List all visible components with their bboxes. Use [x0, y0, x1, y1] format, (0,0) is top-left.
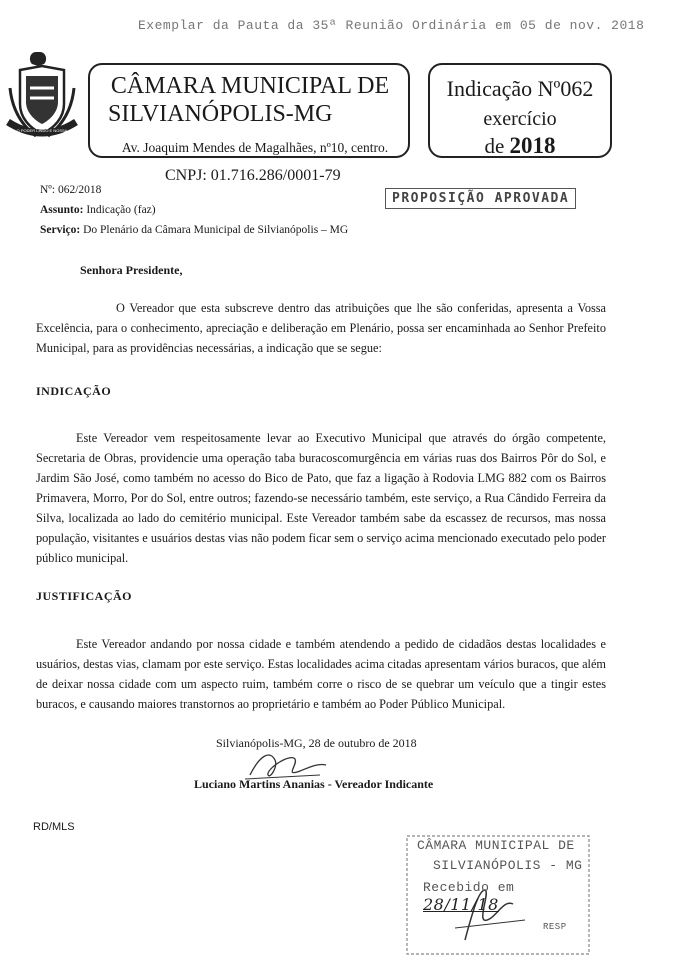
approved-stamp: PROPOSIÇÃO APROVADA [385, 188, 576, 209]
received-date: 28/11/18 [423, 895, 499, 914]
chamber-title-line1: CÂMARA MUNICIPAL DE [110, 73, 390, 99]
crest-motto: O PODER LINDO E NOSSA [16, 128, 68, 133]
indicacao-number: Indicação Nº062 [446, 76, 594, 101]
received-stamp-line3 [423, 880, 595, 914]
indicacao-heading: INDICAÇÃO [36, 384, 112, 398]
exercicio-label: exercício [483, 108, 557, 130]
assunto-line [40, 204, 156, 216]
place-date: Silvianópolis-MG, 28 de outubro de 2018 [216, 736, 417, 750]
assunto-label: Assunto: [40, 204, 84, 216]
received-stamp-line1: CÂMARA MUNICIPAL DE [417, 838, 575, 853]
chamber-address: Av. Joaquim Mendes de Magalhães, nº10, centro. [121, 140, 389, 155]
document-number: Nº: 062/2018 [40, 184, 102, 196]
de-label: de [484, 134, 505, 158]
year-value: 2018 [509, 133, 556, 158]
indicacao-paragraph: Este Vereador vem respeitosamente levar ao Executivo Municipal que através do órgão competente, Secretaria de Obras, providencie uma operação taba buracoscomurgência em várias ruas dos Bairros Pôr do Sol, e Jardim São José, como também no acesso do Bico de Pato, que faz a ligação à Rodovia LMG 882 com os Bairros Primavera, Morro, Por do Sol, entre outros; fazendo-se necessário também, este serviço, a Rua Cândido Ferreira da Silva, localizada ao lado do cemitério municipal. Este Vereador também sabe da escassez de recursos, mas nossa população, visitantes e usuários destas vias não podem ficar sem o serviço acima mencionado executado pelo poder público municipal. [36, 431, 606, 565]
intro-paragraph: O Vereador que esta subscreve dentro das atribuições que lhe são conferidas, apresenta a Vossa Excelência, para o conhecimento, apreciação e deliberação em Plenário, possa ser encaminhada ao Senhor Prefeito Municipal, para as providências necessárias, a indicação que se segue: [36, 301, 606, 355]
initials: RD/MLS [33, 821, 75, 833]
municipal-crest-icon [6, 48, 78, 140]
received-stamp-line2: SILVIANÓPOLIS - MG [433, 858, 583, 873]
salutation: Senhora Presidente, [80, 263, 183, 277]
received-stamp-footer: RESP [543, 922, 567, 932]
chamber-title [100, 72, 400, 128]
justificacao-heading: JUSTIFICAÇÃO [36, 589, 133, 603]
pauta-stamp: Exemplar da Pauta da 35ª Reunião Ordinária em 05 de nov. 2018 [138, 18, 645, 33]
assunto-value: Indicação (faz) [86, 204, 156, 216]
cnpj: CNPJ: 01.716.286/0001-79 [165, 167, 341, 184]
received-stamp [395, 830, 595, 958]
chamber-title-line2: SILVIANÓPOLIS-MG [108, 101, 333, 127]
servico-line [40, 224, 348, 236]
signatory-name: Luciano Martins Ananias - Vereador Indicante [194, 777, 434, 791]
exercicio-year [432, 133, 608, 159]
received-label: Recebido em [423, 880, 515, 895]
servico-label: Serviço: [40, 224, 81, 236]
justificacao-paragraph: Este Vereador andando por nossa cidade e também atendendo a pedido de cidadãos destas localidades e usuários, destas vias, clamam por este serviço. Estas localidades acima citadas apresentam vários buracos, que além de deixar nossa cidade com um aspecto ruim, também corre o risco de se quebrar um veículo que a tingir estes buracos, e causando maiores transtornos ao proprietário e também ao Poder Público Municipal. [36, 637, 606, 711]
servico-value: Do Plenário da Câmara Municipal de Silvianópolis – MG [83, 224, 349, 236]
